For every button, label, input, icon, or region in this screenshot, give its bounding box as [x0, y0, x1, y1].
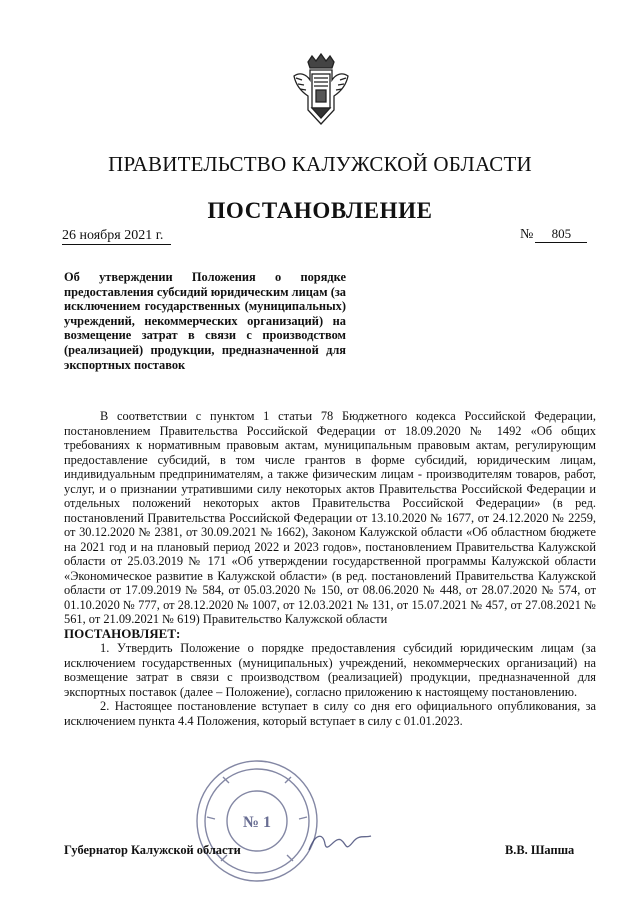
document-body	[64, 409, 596, 728]
seal-number: № 1	[242, 814, 272, 831]
official-seal-icon	[193, 757, 321, 885]
document-number: 805	[535, 226, 587, 243]
coat-of-arms-icon	[290, 52, 352, 128]
handwritten-signature-icon	[305, 828, 375, 858]
signatory-name: В.В. Шапша	[505, 843, 575, 857]
document-number-block	[520, 226, 587, 243]
document-date: 26 ноября 2021 г.	[62, 228, 171, 245]
preamble-paragraph: В соответствии с пунктом 1 статьи 78 Бюджетного кодекса Российской Федерации, постановлением Правительства Российской Федерации от 18.09.2020 № 1492 «Об общих требованиях к нормативным правовым актам, муниципальным правовым актам, регулирующим предоставление субсидий, в том числе грантов в форме субсидий, юридическим лицам, индивидуальным предпринимателям, а также физическим лицам - производителям товаров, работ, услуг, и о признании утратившими силу некоторых актов Правительства Российской Федерации и отдельных положений некоторых актов Правительства Российской Федерации» (в ред. постановлений Правительства Российской Федерации от 13.10.2020 № 1677, от 24.12.2020 № 2259, от 30.12.2020 № 2381, от 30.09.2021 № 1662), Законом Калужской области «Об областном бюджете на 2021 год и на плановый период 2022 и 2023 годов», постановлением Правительства Калужской области от 25.03.2019 № 171 «Об утверждении государственной программы Калужской области «Экономическое развитие в Калужской области» (в ред. постановлений Правительства Калужской области от 17.09.2019 № 584, от 05.03.2020 № 150, от 08.06.2020 № 448, от 28.07.2020 № 574, от 01.10.2020 № 777, от 28.12.2020 № 1007, от 12.03.2021 № 131, от 15.07.2021 № 457, от 27.08.2021 № 561, от 21.09.2021 № 619) Правительство Калужской области	[64, 409, 596, 626]
item-1-paragraph: 1. Утвердить Положение о порядке предоставления субсидий юридическим лицам (за исключением государственных (муниципальных) учреждений, некоммерческих организаций) на возмещение затрат в связи с производством (реализацией) продукции, предназначенной для экспортных поставок (далее – Положение), согласно приложению к настоящему постановлению.	[64, 641, 596, 699]
document-type: ПОСТАНОВЛЕНИЕ	[207, 198, 433, 223]
number-sign: №	[520, 227, 534, 242]
resolves-label: ПОСТАНОВЛЯЕТ:	[64, 625, 181, 641]
signatory-position: Губернатор Калужской области	[64, 843, 241, 857]
item-2-paragraph: 2. Настоящее постановление вступает в силу со дня его официального опубликования, за исключением пункта 4.4 Положения, который вступает в силу с 01.01.2023.	[64, 699, 596, 728]
document-heading: Об утверждении Положения о порядке предоставления субсидий юридическим лицам (за исключением государственных (муниципальных) учреждений, некоммерческих организаций) на возмещение затрат в связи с производством (реализацией) продукции, предназначенной для экспортных поставок	[64, 270, 346, 372]
government-name: ПРАВИТЕЛЬСТВО КАЛУЖСКОЙ ОБЛАСТИ	[108, 152, 532, 176]
